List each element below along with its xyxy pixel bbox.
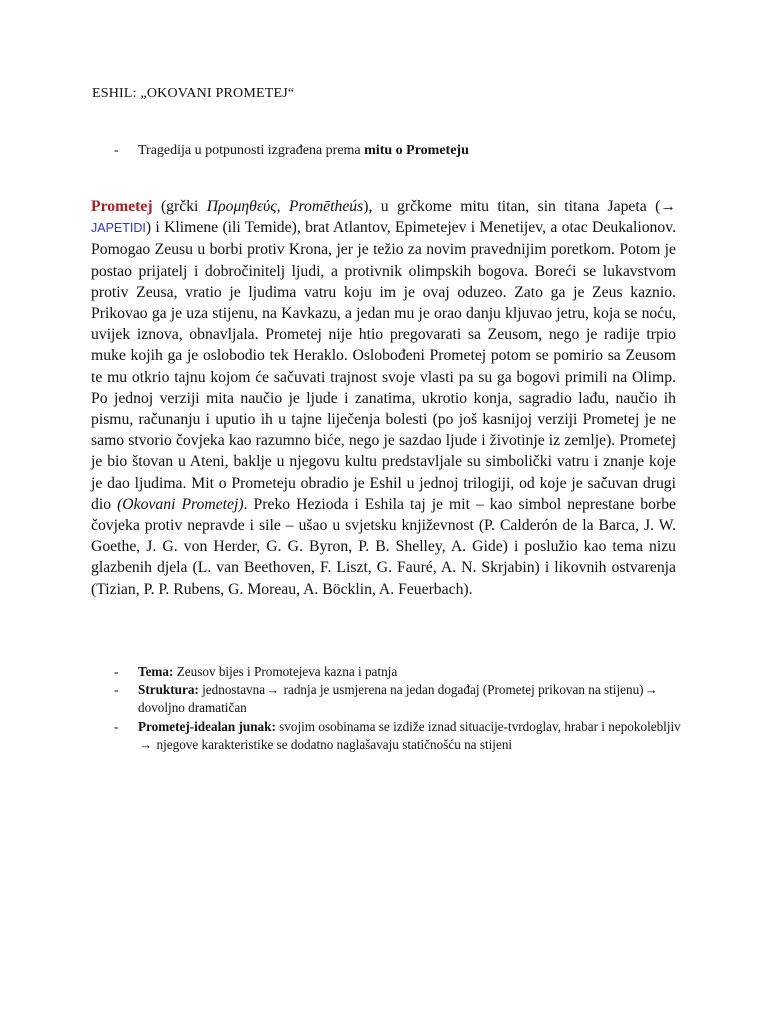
document-title: ESHIL: „OKOVANI PROMETEJ“ xyxy=(92,86,295,101)
struktura-text-b: radnja je usmjerena na jedan događaj (Prometej prikovan na stijenu) xyxy=(280,682,644,698)
japetidi-link[interactable]: JAPETIDI xyxy=(91,221,146,236)
list-item xyxy=(92,681,682,717)
bullet-dash: - xyxy=(114,718,119,734)
greek-name: Προμηθεύς, Promētheús xyxy=(206,198,364,215)
summary-bullet-list xyxy=(92,663,682,754)
list-item xyxy=(92,718,682,754)
right-arrow-icon: → xyxy=(644,682,658,698)
intro-bullet-text xyxy=(138,141,686,160)
tema-text: Zeusov bijes i Promotejeva kazna i patnja xyxy=(173,664,398,679)
struktura-text-c: dovoljno dramatičan xyxy=(138,700,247,716)
intro-bold-text: mitu o Prometeju xyxy=(364,143,469,158)
struktura-text-a: jednostavna xyxy=(198,682,266,698)
prometej-paragraph xyxy=(91,196,676,600)
paragraph-text-3: ) i Klimene (ili Temide), brat Atlantov, Epimetejev i Menetijev, a otac Deukalionov. Pomogao Zeusu u borbi protiv Krona, jer je težio za novim pravednijim poretkom. Potom je postao prijatelj i dobročinitelj ljudi, a protivnik olimpskih bogova. Boreći se lukavstvom protiv Zeusa, vratio je ljudima vatru koju im je ovaj oduzeo. Zato ga je Zeus kaznio. Prikovao ga je uza stijenu, na Kavkazu, a jedan mu je orao danju kljuvao jetru, koja se noću, uvijek iznova, obnavljala. Prometej nije htio pregovarati sa Zeusom, nego je radije trpio muke kojih ga je oslobodio tek Heraklo. Oslobođeni Prometej potom se pomirio sa Zeusom te mu otkrio tajnu kojom će sačuvati trajnost svoje vlasti pa su ga bogovi primili na Olimp. Po jednoj verziji mita naučio je ljude i zanatima, ukrotio konja, sagradio lađu, naučio ih pismu, računanju i uputio ih u tajne liječenja bolesti (po još kasnijoj verziji Prometej je ne samo stvorio čovjeka kao razumno biće, nego je sazdao ljude i životinje iz zemlje). Prometej je bio štovan u Ateni, baklje u njegovu kultu predstavljale su simbolički vatru i znanje koje je dao ljudima. Mit o Prometeju obradio je Eshil u jednoj trilogiji, od koje je sačuvan drugi dio xyxy=(91,219,676,513)
junak-text-b: njegove karakteristike se dodatno naglašavaju statičnošću na stijeni xyxy=(153,736,513,752)
prometej-name: Prometej xyxy=(91,198,153,215)
paragraph-text-2: ), u grčkome mitu titan, sin titana Japeta ( xyxy=(363,198,661,215)
paragraph-text-4: . Preko Hezioda i Eshila taj je mit – kao simbol neprestane borbe čovjeka protiv nepravde i sile – ušao u svjetsku književnost (P. Calderón de la Barca, J. W. Goethe, J. G. von Herder, G. G. Byron, P. B. Shelley, A. Gide) i poslužio kao tema nizu glazbenih djela (L. van Beethoven, F. Liszt, G. Fauré, A. N. Skrjabin) i likovnih ostvarenja (Tizian, P. P. Rubens, G. Moreau, A. Böcklin, A. Feuerbach). xyxy=(91,495,676,598)
intro-text: Tragedija u potpunosti izgrađena prema xyxy=(138,143,365,158)
right-arrow-icon: → xyxy=(266,682,280,698)
junak-text-a: svojim osobinama se izdiže iznad situacije-tvrdoglav, hrabar i nepokolebljiv xyxy=(275,718,681,734)
bullet-dash: - xyxy=(114,682,119,698)
list-item xyxy=(92,663,682,681)
junak-label: Prometej-idealan junak: xyxy=(138,718,276,734)
struktura-label: Struktura: xyxy=(138,682,199,698)
right-arrow-icon: → xyxy=(660,198,676,215)
okovani-prometej-italic: (Okovani Prometej) xyxy=(117,495,244,513)
right-arrow-icon: → xyxy=(139,736,153,752)
bullet-dash: - xyxy=(114,664,119,679)
tema-label: Tema: xyxy=(138,664,174,679)
paragraph-text-1: (grčki xyxy=(152,198,207,215)
bullet-dash: - xyxy=(114,143,119,158)
